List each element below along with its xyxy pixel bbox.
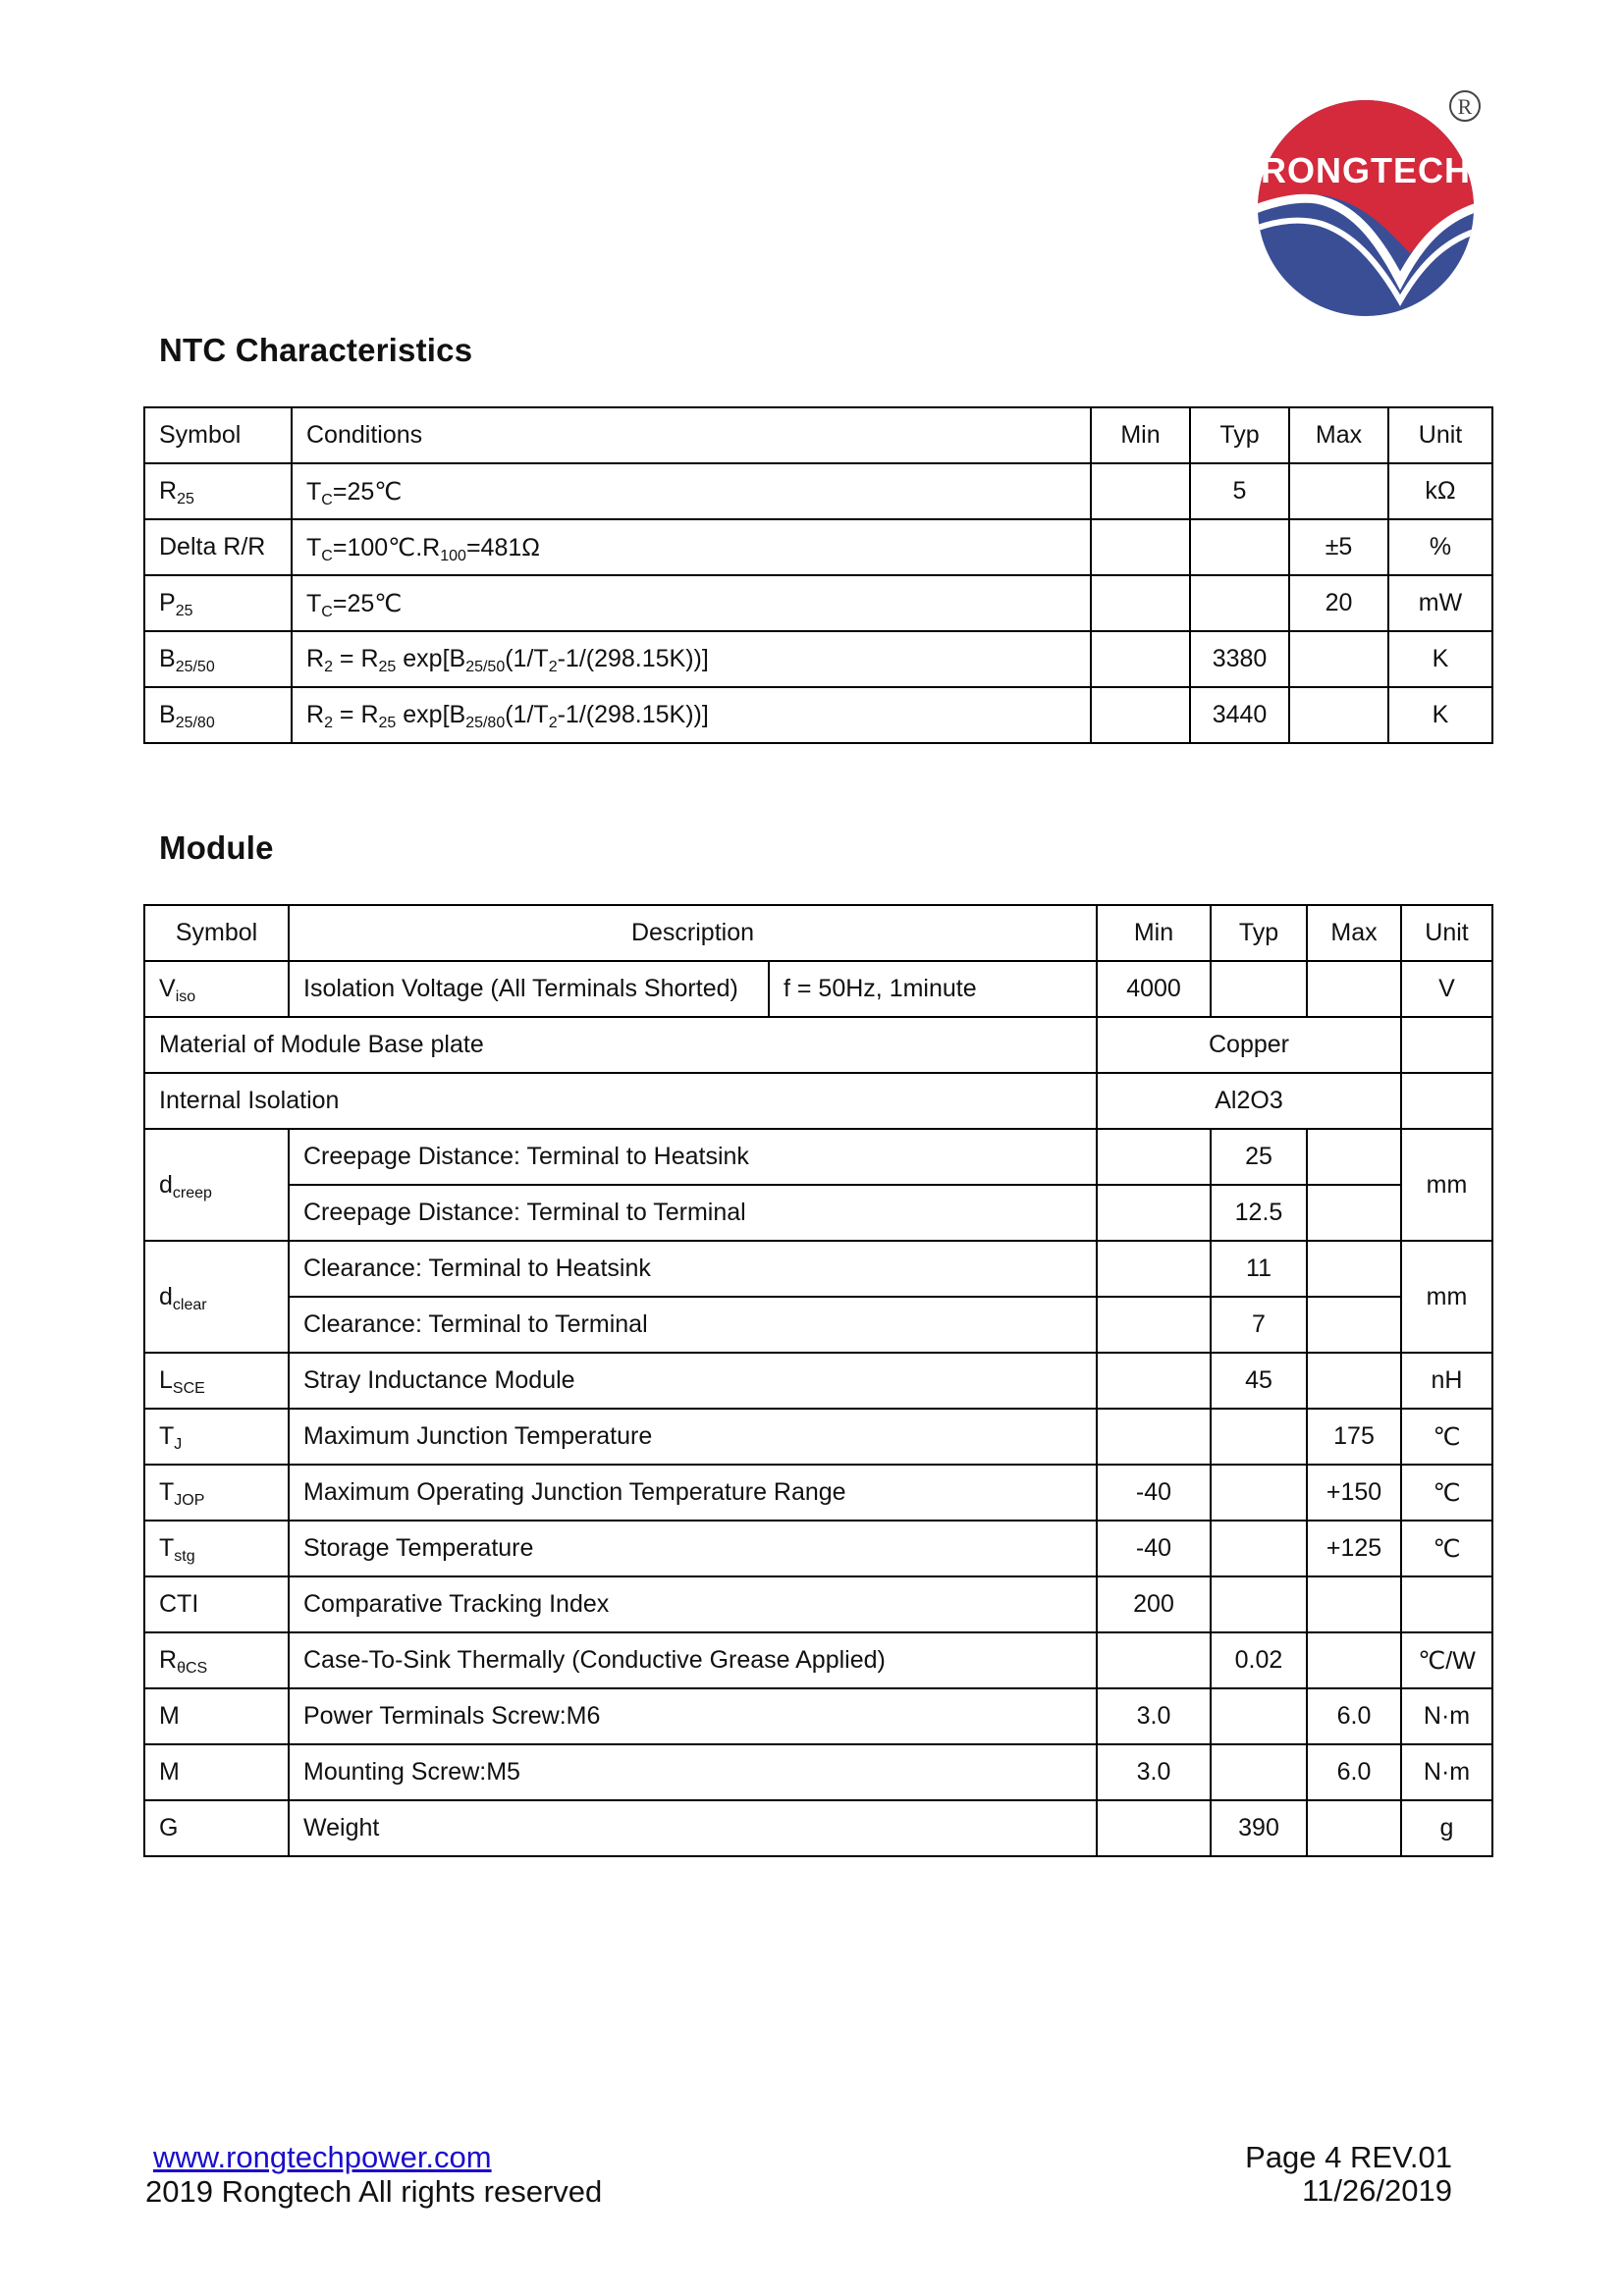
- symbol-cell: [144, 1241, 289, 1353]
- column-header: Symbol: [144, 905, 289, 961]
- typ-cell: 0.02: [1211, 1632, 1307, 1688]
- description-cell: Weight: [289, 1800, 1097, 1856]
- min-cell: 3.0: [1097, 1744, 1211, 1800]
- unit-cell: V: [1401, 961, 1492, 1017]
- symbol-text: d: [159, 1282, 173, 1310]
- symbol-subscript: JOP: [174, 1492, 205, 1509]
- max-cell: [1307, 1297, 1401, 1353]
- description-cell: Clearance: Terminal to Terminal: [289, 1297, 1097, 1353]
- symbol-cell: [144, 1632, 289, 1688]
- copyright-text: 2019 Rongtech All rights reserved: [145, 2174, 603, 2209]
- typ-cell: 45: [1211, 1353, 1307, 1409]
- typ-cell: 12.5: [1211, 1185, 1307, 1241]
- symbol-subscript: J: [174, 1436, 183, 1453]
- module-table: [143, 904, 1493, 1857]
- property-label-cell: Internal Isolation: [144, 1073, 1097, 1129]
- min-cell: 200: [1097, 1576, 1211, 1632]
- typ-cell: [1211, 1688, 1307, 1744]
- symbol-text: M: [159, 1702, 180, 1730]
- max-cell: [1289, 463, 1388, 519]
- table-row: [144, 1129, 1492, 1185]
- table-row: [144, 1688, 1492, 1744]
- condition-cell: $T_C=100℃.R_{100}=481\Omega$: [292, 519, 1091, 575]
- column-header: Unit: [1401, 905, 1492, 961]
- table-row: [144, 1073, 1492, 1129]
- symbol-text: G: [159, 1814, 179, 1842]
- max-cell: 175: [1307, 1409, 1401, 1465]
- symbol-cell: [144, 1465, 289, 1521]
- symbol-cell: [144, 1129, 289, 1241]
- max-cell: [1307, 1241, 1401, 1297]
- unit-cell: mm: [1401, 1241, 1492, 1353]
- max-cell: ±5: [1289, 519, 1388, 575]
- min-cell: [1091, 631, 1190, 687]
- min-cell: -40: [1097, 1465, 1211, 1521]
- module-section-title: Module: [159, 829, 274, 866]
- symbol-cell: [144, 1409, 289, 1465]
- property-label-cell: Material of Module Base plate: [144, 1017, 1097, 1073]
- description-cell: Power Terminals Screw:M6: [289, 1688, 1097, 1744]
- test-condition-cell: f = 50Hz, 1minute: [769, 961, 1097, 1017]
- min-cell: [1091, 519, 1190, 575]
- description-cell: Creepage Distance: Terminal to Terminal: [289, 1185, 1097, 1241]
- max-cell: [1307, 1353, 1401, 1409]
- typ-cell: [1190, 519, 1289, 575]
- min-cell: [1091, 687, 1190, 743]
- symbol-cell: [144, 1744, 289, 1800]
- property-value-cell: Al2O3: [1097, 1073, 1401, 1129]
- symbol-text: B: [159, 645, 176, 672]
- condition-cell: $T_C=25℃$: [292, 463, 1091, 519]
- symbol-text: T: [159, 1422, 175, 1450]
- typ-cell: 11: [1211, 1241, 1307, 1297]
- table-row: [144, 1465, 1492, 1521]
- unit-cell: mm: [1401, 1129, 1492, 1241]
- description-cell: Maximum Operating Junction Temperature Range: [289, 1465, 1097, 1521]
- symbol-cell: [144, 1688, 289, 1744]
- revision-date: 11/26/2019: [1302, 2173, 1452, 2208]
- min-cell: [1097, 1297, 1211, 1353]
- description-cell: Creepage Distance: Terminal to Heatsink: [289, 1129, 1097, 1185]
- typ-cell: [1211, 1576, 1307, 1632]
- symbol-cell: [144, 687, 292, 743]
- typ-cell: [1211, 961, 1307, 1017]
- unit-cell: nH: [1401, 1353, 1492, 1409]
- description-cell: Stray Inductance Module: [289, 1353, 1097, 1409]
- column-header: Typ: [1211, 905, 1307, 961]
- symbol-cell: [144, 463, 292, 519]
- min-cell: [1097, 1800, 1211, 1856]
- typ-cell: 7: [1211, 1297, 1307, 1353]
- max-cell: [1307, 1800, 1401, 1856]
- table-row: [144, 1744, 1492, 1800]
- ntc-characteristics-table: [143, 406, 1493, 744]
- unit-cell: mW: [1388, 575, 1492, 631]
- page-revision: Page 4 REV.01: [1245, 2140, 1452, 2174]
- min-cell: 4000: [1097, 961, 1211, 1017]
- svg-text:R: R: [1457, 94, 1473, 119]
- website-link[interactable]: www.rongtechpower.com: [153, 2140, 492, 2174]
- description-cell: Mounting Screw:M5: [289, 1744, 1097, 1800]
- typ-cell: [1211, 1521, 1307, 1576]
- typ-cell: 3380: [1190, 631, 1289, 687]
- symbol-text: d: [159, 1170, 173, 1199]
- unit-cell: kΩ: [1388, 463, 1492, 519]
- table-row: [144, 1409, 1492, 1465]
- typ-cell: [1211, 1409, 1307, 1465]
- unit-cell: N·m: [1401, 1688, 1492, 1744]
- table-row: [144, 687, 1492, 743]
- condition-cell: $R_2 = R_{25}$ $\exp[B_{25/80}(1/T_2-1/(298.15K))]$: [292, 687, 1091, 743]
- symbol-subscript: SCE: [172, 1380, 205, 1397]
- max-cell: [1307, 1185, 1401, 1241]
- max-cell: [1307, 961, 1401, 1017]
- symbol-text: V: [159, 975, 176, 1002]
- max-cell: [1307, 1129, 1401, 1185]
- typ-cell: 5: [1190, 463, 1289, 519]
- unit-cell: [1401, 1073, 1492, 1129]
- table-row: [144, 1521, 1492, 1576]
- table-row: [144, 519, 1492, 575]
- max-cell: [1289, 631, 1388, 687]
- max-cell: +125: [1307, 1521, 1401, 1576]
- symbol-text: T: [159, 1478, 175, 1506]
- symbol-subscript: 25: [175, 603, 193, 619]
- symbol-subscript: θCS: [177, 1660, 208, 1677]
- unit-cell: ℃: [1401, 1521, 1492, 1576]
- table-header-row: [144, 905, 1492, 961]
- table-row: [144, 1353, 1492, 1409]
- property-value-cell: Copper: [1097, 1017, 1401, 1073]
- max-cell: 20: [1289, 575, 1388, 631]
- table-row: [144, 575, 1492, 631]
- description-cell: Case-To-Sink Thermally (Conductive Grease Applied): [289, 1632, 1097, 1688]
- table-row: [144, 1241, 1492, 1297]
- column-header: Typ: [1190, 407, 1289, 463]
- min-cell: [1097, 1353, 1211, 1409]
- min-cell: [1097, 1129, 1211, 1185]
- column-header: Description: [289, 905, 1097, 961]
- unit-cell: K: [1388, 687, 1492, 743]
- unit-cell: [1401, 1576, 1492, 1632]
- min-cell: [1097, 1409, 1211, 1465]
- table-row: [144, 463, 1492, 519]
- symbol-subscript: stg: [174, 1548, 195, 1565]
- description-cell: Storage Temperature: [289, 1521, 1097, 1576]
- column-header: Conditions: [292, 407, 1091, 463]
- symbol-subscript: 25/50: [175, 659, 215, 675]
- table-row: [144, 1297, 1492, 1353]
- symbol-text: R: [159, 477, 178, 505]
- symbol-subscript: 25: [177, 491, 194, 507]
- min-cell: [1091, 575, 1190, 631]
- column-header: Max: [1289, 407, 1388, 463]
- max-cell: [1307, 1576, 1401, 1632]
- symbol-cell: [144, 1353, 289, 1409]
- min-cell: 3.0: [1097, 1688, 1211, 1744]
- table-row: [144, 1017, 1492, 1073]
- symbol-cell: [144, 1800, 289, 1856]
- unit-cell: ℃: [1401, 1465, 1492, 1521]
- min-cell: [1091, 463, 1190, 519]
- symbol-text: B: [159, 701, 176, 728]
- min-cell: [1097, 1241, 1211, 1297]
- symbol-text: L: [159, 1366, 173, 1394]
- column-header: Symbol: [144, 407, 292, 463]
- symbol-text: T: [159, 1534, 175, 1562]
- symbol-cell: [144, 631, 292, 687]
- symbol-text: M: [159, 1758, 180, 1786]
- unit-cell: N·m: [1401, 1744, 1492, 1800]
- description-cell: Comparative Tracking Index: [289, 1576, 1097, 1632]
- table-row: [144, 1632, 1492, 1688]
- unit-cell: K: [1388, 631, 1492, 687]
- description-cell: Maximum Junction Temperature: [289, 1409, 1097, 1465]
- condition-cell: $T_C=25℃$: [292, 575, 1091, 631]
- symbol-cell: [144, 519, 292, 575]
- unit-cell: g: [1401, 1800, 1492, 1856]
- table-row: [144, 1576, 1492, 1632]
- typ-cell: 390: [1211, 1800, 1307, 1856]
- symbol-cell: [144, 1576, 289, 1632]
- typ-cell: 25: [1211, 1129, 1307, 1185]
- table-row: [144, 1800, 1492, 1856]
- unit-cell: [1401, 1017, 1492, 1073]
- column-header: Min: [1097, 905, 1211, 961]
- typ-cell: 3440: [1190, 687, 1289, 743]
- column-header: Max: [1307, 905, 1401, 961]
- rongtech-logo: [1253, 86, 1496, 322]
- max-cell: [1307, 1632, 1401, 1688]
- typ-cell: [1211, 1465, 1307, 1521]
- max-cell: [1289, 687, 1388, 743]
- condition-cell: $R_2 = R_{25}$ $\exp[B_{25/50}(1/T_2-1/(298.15K))]$: [292, 631, 1091, 687]
- symbol-subscript: clear: [172, 1296, 207, 1313]
- description-cell: Isolation Voltage (All Terminals Shorted): [289, 961, 769, 1017]
- column-header: Min: [1091, 407, 1190, 463]
- table-row: [144, 961, 1492, 1017]
- symbol-cell: [144, 961, 289, 1017]
- symbol-text: P: [159, 589, 176, 616]
- min-cell: -40: [1097, 1521, 1211, 1576]
- max-cell: 6.0: [1307, 1688, 1401, 1744]
- symbol-text: R: [159, 1646, 178, 1674]
- ntc-section-title: NTC Characteristics: [159, 332, 473, 368]
- symbol-subscript: 25/80: [175, 715, 215, 731]
- unit-cell: %: [1388, 519, 1492, 575]
- registered-mark-icon: [1450, 91, 1480, 121]
- max-cell: +150: [1307, 1465, 1401, 1521]
- unit-cell: ℃: [1401, 1409, 1492, 1465]
- symbol-text: CTI: [159, 1590, 199, 1618]
- symbol-subscript: creep: [172, 1184, 212, 1201]
- table-row: [144, 631, 1492, 687]
- description-cell: Clearance: Terminal to Heatsink: [289, 1241, 1097, 1297]
- table-header-row: [144, 407, 1492, 463]
- max-cell: 6.0: [1307, 1744, 1401, 1800]
- symbol-text: Delta R/R: [159, 533, 266, 561]
- min-cell: [1097, 1632, 1211, 1688]
- unit-cell: ℃/W: [1401, 1632, 1492, 1688]
- symbol-subscript: iso: [175, 988, 196, 1005]
- typ-cell: [1211, 1744, 1307, 1800]
- symbol-cell: [144, 1521, 289, 1576]
- logo-wordmark: RONGTECH: [1261, 150, 1471, 190]
- table-row: [144, 1185, 1492, 1241]
- column-header: Unit: [1388, 407, 1492, 463]
- typ-cell: [1190, 575, 1289, 631]
- symbol-cell: [144, 575, 292, 631]
- min-cell: [1097, 1185, 1211, 1241]
